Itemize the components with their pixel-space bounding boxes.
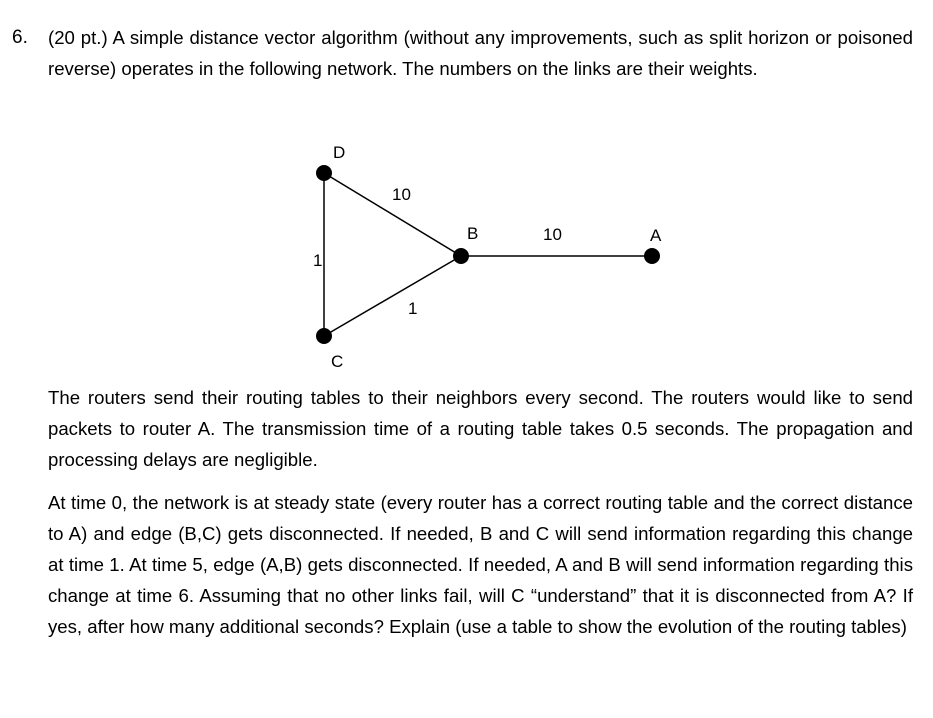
question-intro: (20 pt.) A simple distance vector algorithm (without any improvements, such as split horizon or poisoned reverse) operates in the following network. The numbers on the links are their weights. [48,27,913,79]
weight-d-b: 10 [392,185,411,204]
router-d-node [316,165,332,181]
weight-c-b: 1 [408,299,418,318]
weight-b-a: 10 [543,225,562,244]
router-a-node [644,248,660,264]
router-a-label: A [650,226,662,245]
router-b-node [453,248,469,264]
router-c-label: C [331,352,344,371]
network-diagram [300,135,680,380]
weight-d-c: 1 [313,251,323,270]
question-number: 6. [12,27,28,48]
paragraph-routing-setup: The routers send their routing tables to their neighbors every second. The routers would like to send packets to router A. The transmission time of a routing table takes 0.5 seconds. The propagation and processing delays are negligible. [48,387,913,470]
router-b-label: B [467,224,479,243]
paragraph-failure-scenario: At time 0, the network is at steady state (every router has a correct routing table and the correct distance to A) and edge (B,C) gets disconnected. If needed, B and C will send information regarding this change at time 1. At time 5, edge (A,B) gets disconnected. If needed, A and B will send information regarding this change at time 6. Assuming that no other links fail, will C “understand” that it is disconnected from A? If yes, after how many additional seconds? Explain (use a table to show the evolution of the routing tables) [48,492,913,637]
link-c-b [324,256,461,336]
router-d-label: D [333,143,346,162]
router-c-node [316,328,332,344]
